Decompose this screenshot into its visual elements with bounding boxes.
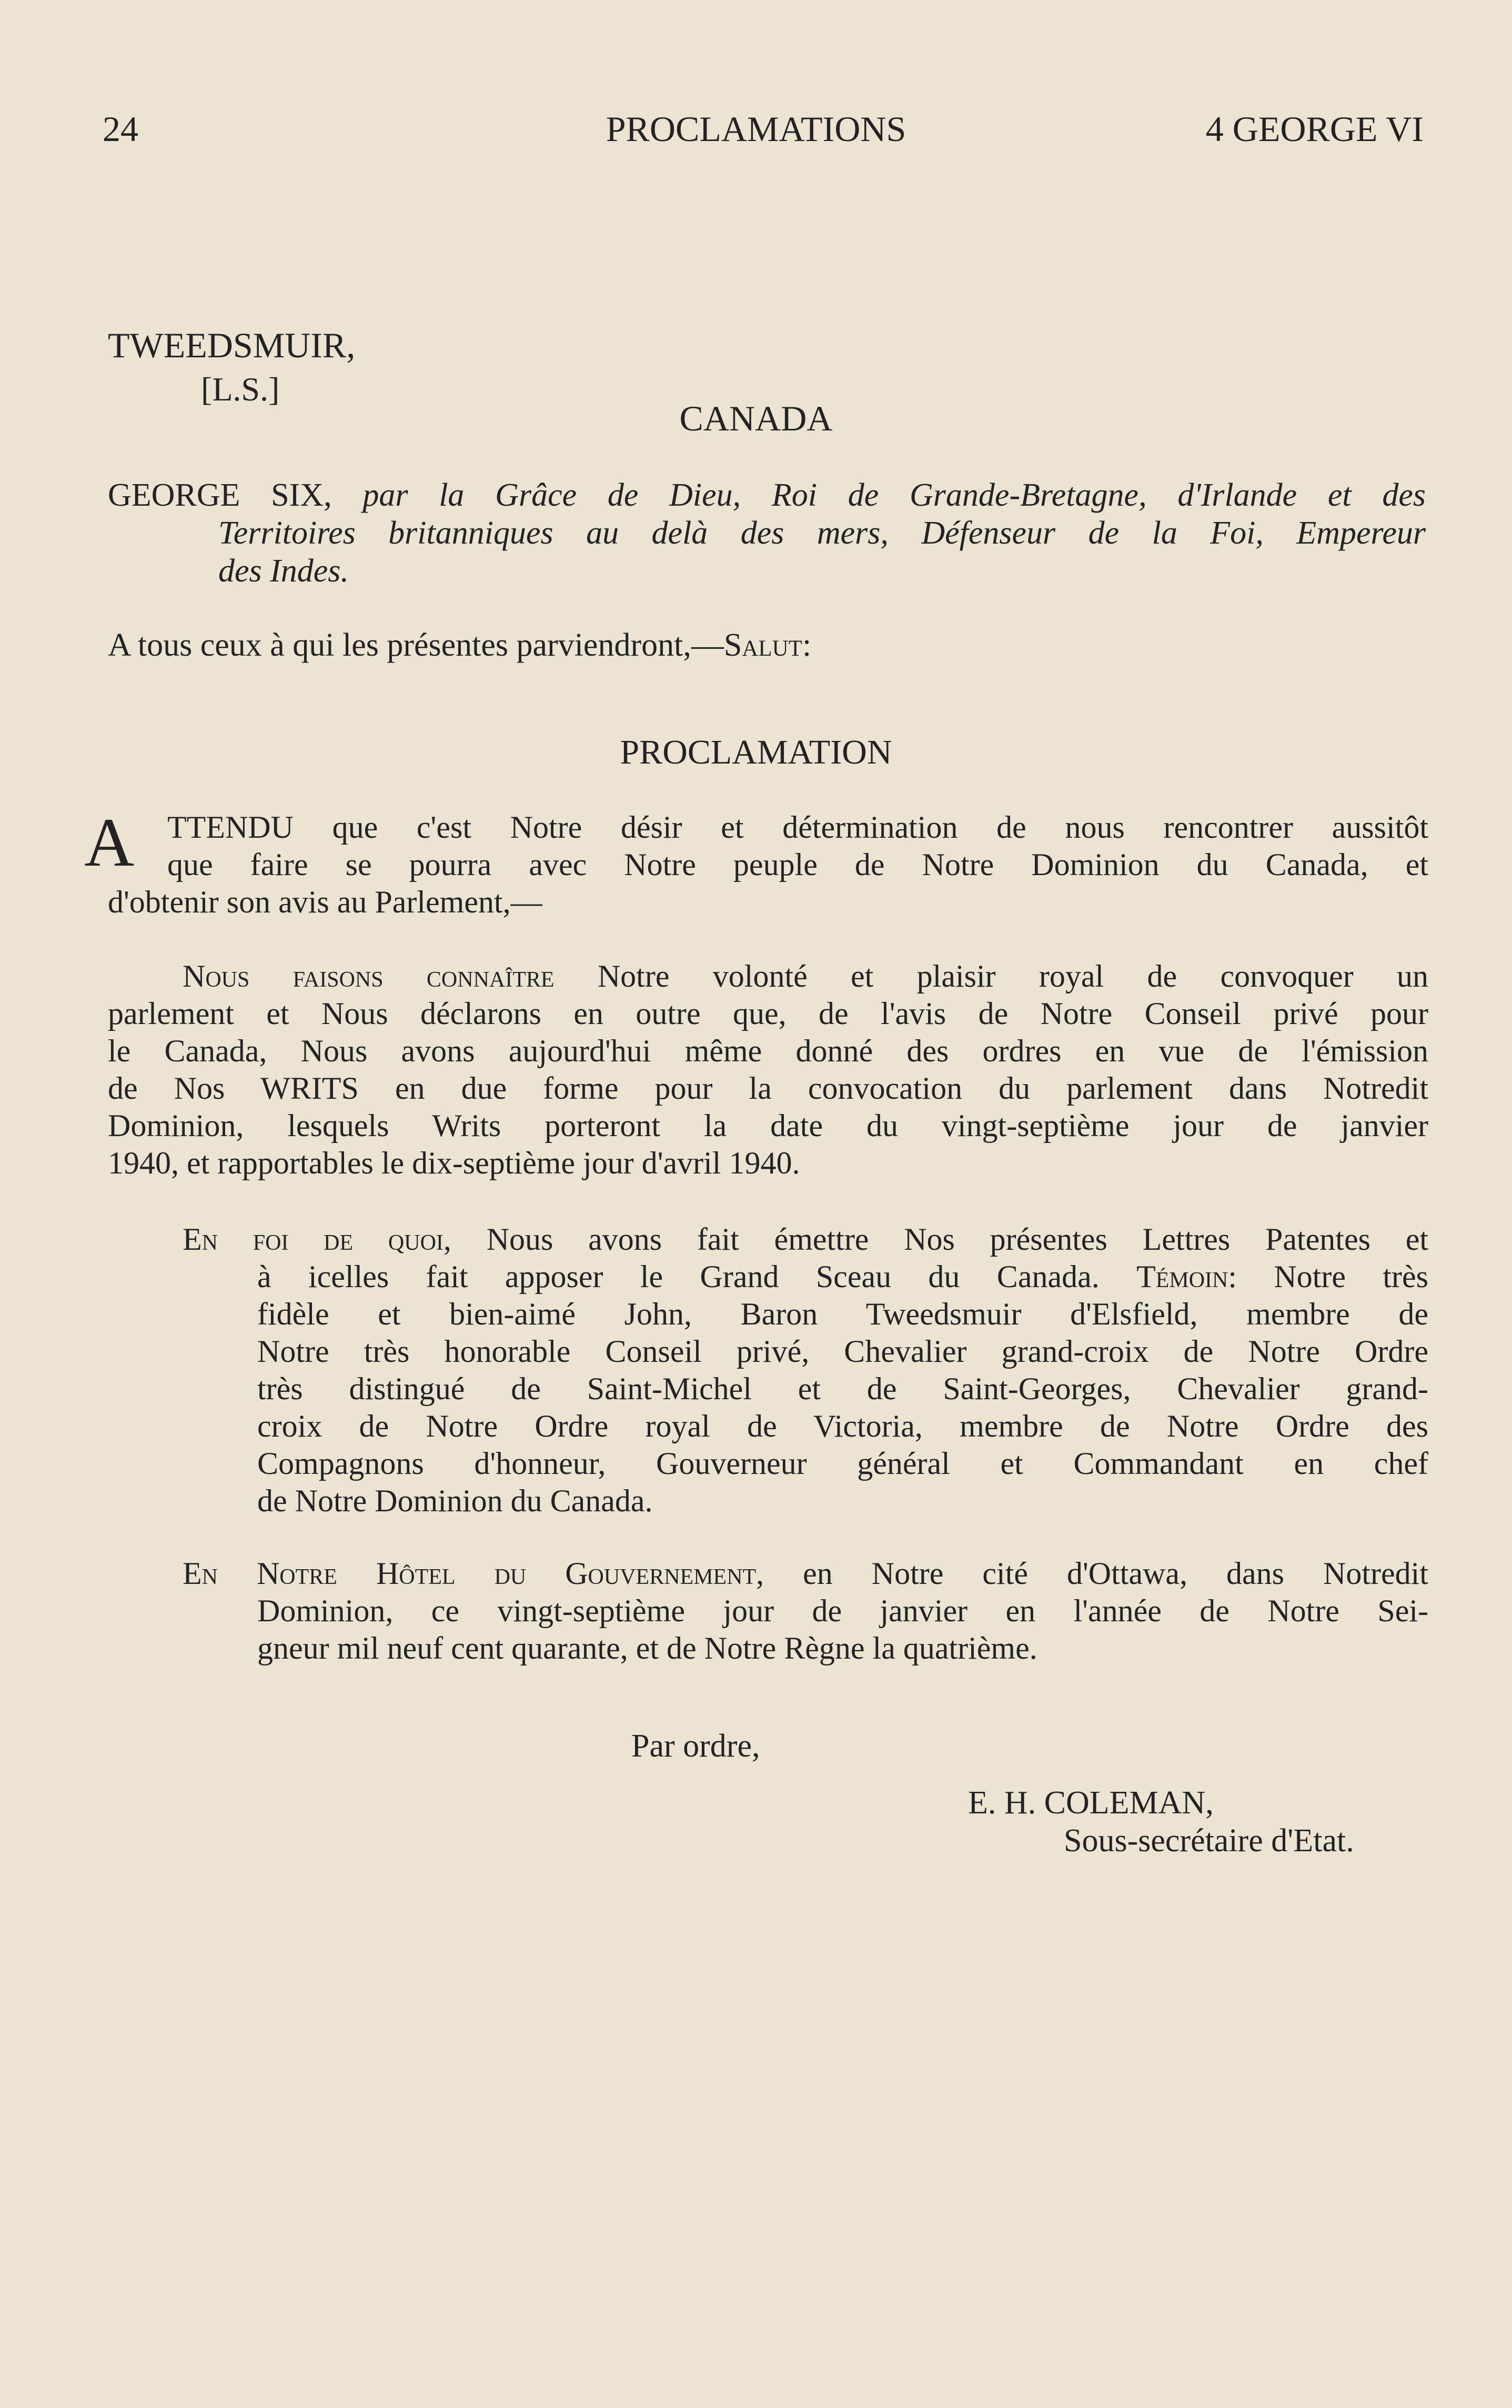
temoin-label: Témoin:	[1136, 1259, 1237, 1294]
testimonium-lead: En foi de quoi,	[183, 1222, 451, 1257]
operative-line: de Nos WRITS en due forme pour la convocation du parlement dans Notredit	[108, 1071, 1428, 1106]
greeting	[108, 626, 811, 664]
testimonium-line: très distingué de Saint-Michel et de Saint-Georges, Chevalier grand-	[257, 1371, 1428, 1406]
operative-paragraph	[108, 958, 1428, 1182]
given-at-paragraph	[183, 1555, 1428, 1667]
testimonium-line: Compagnons d'honneur, Gouverneur général et Commandant en chef	[257, 1446, 1428, 1481]
testimonium-line: En foi de quoi, Nous avons fait émettre Nos présentes Lettres Patentes et	[183, 1222, 1428, 1257]
royal-name: GEORGE SIX,	[108, 477, 363, 513]
running-title: PROCLAMATIONS	[606, 109, 906, 149]
operative-line: Dominion, lesquels Writs porteront la date du vingt-septième jour de janvier	[108, 1108, 1428, 1143]
signer-name: E. H. COLEMAN,	[968, 1785, 1214, 1821]
testimonium-line: à icelles fait apposer le Grand Sceau du Canada. Témoin: Notre très	[257, 1259, 1429, 1294]
preamble-line: d'obtenir son avis au Parlement,—	[108, 885, 542, 919]
greeting-text: A tous ceux à qui les présentes parviendront,—	[108, 627, 724, 663]
operative-lead: Nous faisons connaître	[183, 959, 555, 994]
page-number: 24	[103, 109, 138, 149]
preamble-line: que faire se pourra avec Notre peuple de Notre Dominion du Canada, et	[167, 847, 1428, 882]
drop-cap: A	[84, 804, 135, 881]
given-at-line: En Notre Hôtel du Gouvernement, en Notre cité d'Ottawa, dans Notredit	[183, 1556, 1428, 1591]
royal-style-line	[108, 476, 1426, 514]
preamble-paragraph	[108, 809, 1428, 921]
operative-line: parlement et Nous déclarons en outre que, de l'avis de Notre Conseil privé pour	[108, 996, 1428, 1031]
operative-line: 1940, et rapportables le dix-septième jour d'avril 1940.	[108, 1146, 800, 1180]
given-at-lead: En Notre Hôtel du Gouvernement,	[183, 1556, 764, 1591]
royal-style	[108, 476, 1426, 590]
by-command: Par ordre,	[631, 1728, 760, 1764]
regnal-year: 4 GEORGE VI	[1205, 109, 1424, 149]
salut-text: Salut:	[723, 627, 812, 663]
country-heading: CANADA	[679, 398, 833, 438]
testimonium-line: croix de Notre Ordre royal de Victoria, membre de Notre Ordre des	[257, 1409, 1428, 1443]
proclamation-heading: PROCLAMATION	[620, 733, 892, 771]
preamble-line: TTENDU que c'est Notre désir et détermination de nous rencontrer aussitôt	[167, 810, 1428, 845]
governor-signature: TWEEDSMUIR,	[108, 325, 356, 365]
testimonium-line: de Notre Dominion du Canada.	[257, 1483, 653, 1518]
given-at-line: Dominion, ce vingt-septième jour de janvier en l'année de Notre Sei-	[257, 1593, 1428, 1628]
royal-style-line: Territoires britanniques au delà des mers, Défenseur de la Foi, Empereur	[218, 515, 1426, 551]
operative-line: le Canada, Nous avons aujourd'hui même donné des ordres en vue de l'émission	[108, 1034, 1428, 1068]
royal-title-italic: par la Grâce de Dieu, Roi de Grande-Bretagne, d'Irlande et des	[362, 477, 1426, 513]
testimonium-line: Notre très honorable Conseil privé, Chevalier grand-croix de Notre Ordre	[257, 1334, 1428, 1369]
operative-line: Nous faisons connaître Notre volonté et plaisir royal de convoquer un	[183, 959, 1428, 994]
testimonium-line: fidèle et bien-aimé John, Baron Tweedsmuir d'Elsfield, membre de	[257, 1297, 1428, 1331]
seal-mark: [L.S.]	[201, 370, 280, 408]
royal-style-line: des Indes.	[218, 553, 349, 589]
testimonium-paragraph	[183, 1221, 1428, 1520]
given-at-line: gneur mil neuf cent quarante, et de Notre Règne la quatrième.	[257, 1631, 1037, 1665]
signer-title: Sous-secrétaire d'Etat.	[1064, 1823, 1354, 1859]
